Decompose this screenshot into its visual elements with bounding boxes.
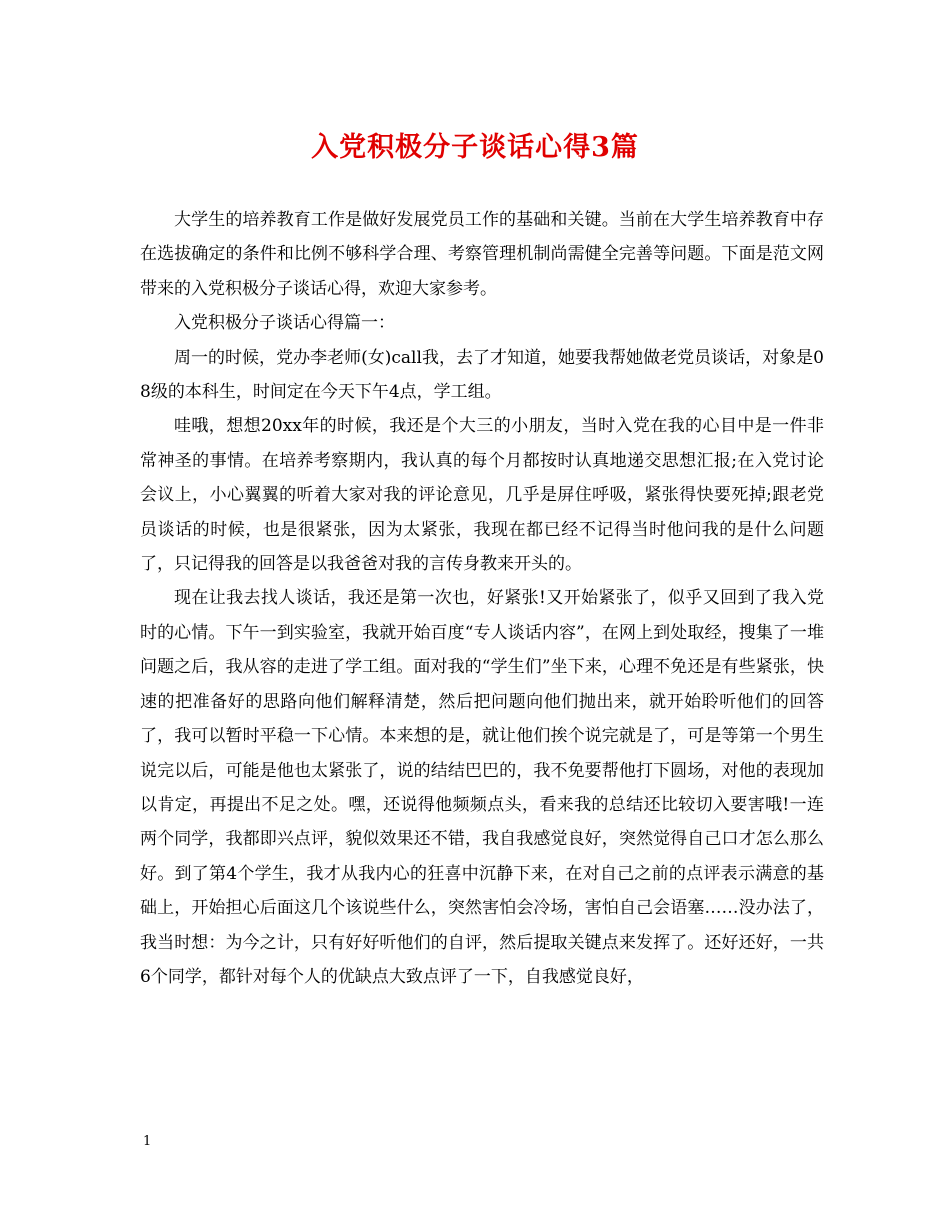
paragraph-interview: 现在让我去找人谈话，我还是第一次也，好紧张!又开始紧张了，似乎又回到了我入党时的心情。下午一到实验室，我就开始百度“专人谈话内容”，在网上到处取经，搜集了一堆问题之后，我从容的走进了学工组。面对我的“学生们”坐下来，心理不免还是有些紧张，快速的把准备好的思路向他们解释清楚，然后把问题向他们抛出来，就开始聆听他们的回答了，我可以暂时平稳一下心情。本来想的是，就让他们挨个说完就是了，可是等第一个男生说完以后，可能是他也太紧张了，说的结结巴巴的，我不免要帮他打下圆场，对他的表现加以肯定，再提出不足之处。嘿，还说得他频频点头，看来我的总结还比较切入要害哦!一连两个同学，我都即兴点评，貌似效果还不错，我自我感觉良好，突然觉得自己口才怎么那么好。到了第4个学生，我才从我内心的狂喜中沉静下来，在对自己之前的点评表示满意的基础上，开始担心后面这几个该说些什么，突然害怕会冷场，害怕自己会语塞……没办法了，我当时想：为今之计，只有好好听他们的自评，然后提取关键点来发挥了。还好还好，一共6个同学，都针对每个人的优缺点大致点评了一下，自我感觉良好， (140, 588, 824, 987)
document-title: 入党积极分子谈话心得3篇 (311, 132, 639, 163)
paragraph-monday: 周一的时候，党办李老师(女)call我，去了才知道，她要我帮她做老党员谈话，对象是08级的本科生，时间定在今天下午4点，学工组。 (140, 347, 824, 403)
paragraph-memory: 哇哦，想想20xx年的时候，我还是个大三的小朋友，当时入党在我的心目中是一件非常神圣的事情。在培养考察期内，我认真的每个月都按时认真地递交思想汇报;在入党讨论会议上，小心翼翼的听着大家对我的评论意见，几乎是屏住呼吸，紧张得快要死掉;跟老党员谈话的时候，也是很紧张，因为太紧张，我现在都已经不记得当时他问我的是什么问题了，只记得我的回答是以我爸爸对我的言传身教来开头的。 (140, 416, 824, 575)
document-body (140, 203, 824, 994)
paragraph-section-heading: 入党积极分子谈话心得篇一： (174, 313, 395, 334)
paragraph-intro: 大学生的培养教育工作是做好发展党员工作的基础和关键。当前在大学生培养教育中存在选拔确定的条件和比例不够科学合理、考察管理机制尚需健全完善等问题。下面是范文网带来的入党积极分子谈话心得，欢迎大家参考。 (140, 210, 824, 299)
page-number: 1 (143, 1134, 152, 1149)
